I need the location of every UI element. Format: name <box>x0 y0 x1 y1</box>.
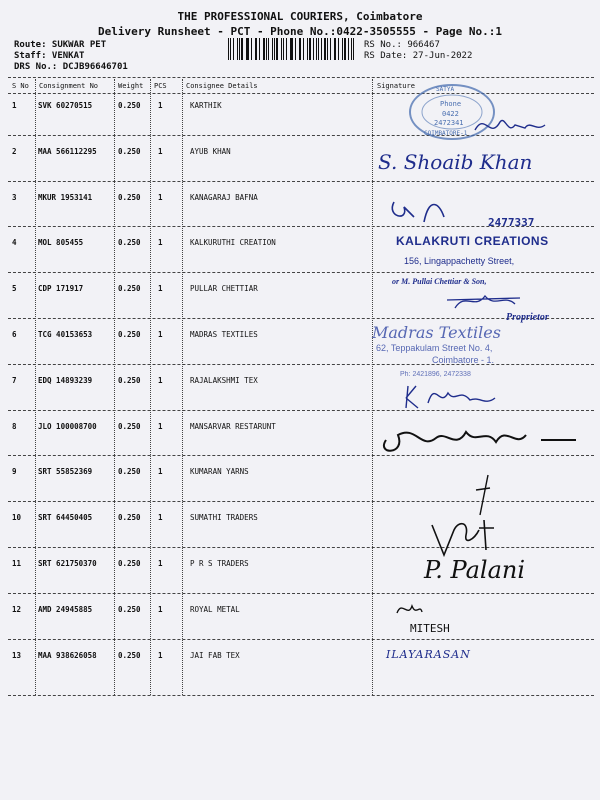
row-consignee: KARTHIK <box>190 101 222 110</box>
barcode-bar <box>313 38 314 60</box>
row-separator <box>8 547 594 548</box>
barcode-bar <box>321 38 322 60</box>
row-sno: 1 <box>12 101 17 110</box>
barcode-bar <box>324 38 326 60</box>
round-stamp-num2: 2472341 <box>434 119 464 127</box>
row-pcs: 1 <box>158 421 163 431</box>
row-weight: 0.250 <box>118 467 141 477</box>
row-separator <box>8 272 594 273</box>
round-stamp-num1: 0422 <box>442 110 459 118</box>
col-divider <box>35 79 36 695</box>
row-sno: 7 <box>12 375 17 385</box>
rs-number: RS No.: 966467 <box>364 40 440 50</box>
row-weight: 0.250 <box>118 604 141 614</box>
row-pcs: 1 <box>158 467 163 477</box>
barcode-bar <box>327 38 328 60</box>
stamp-kalakruti-address: 156, Lingappachetty Street, <box>404 256 515 266</box>
signature-mitesh: MITESH <box>410 622 450 635</box>
barcode-bar <box>290 38 291 60</box>
row-consignment-no: SVK 60270515 <box>38 101 93 110</box>
barcode-bar <box>228 38 229 60</box>
row-sno: 9 <box>12 467 17 477</box>
col-header-weight: Weight <box>118 82 144 90</box>
row-pcs: 1 <box>158 559 163 568</box>
barcode-bar <box>334 38 335 60</box>
barcode-bar <box>268 38 269 60</box>
row-consignee: ROYAL METAL <box>190 604 240 614</box>
col-header-pcs: PCS <box>154 82 167 90</box>
document-title: THE PROFESSIONAL COURIERS, Coimbatore <box>177 10 423 23</box>
row-pcs: 1 <box>158 146 163 156</box>
barcode-bar <box>276 38 278 60</box>
document-subtitle: Delivery Runsheet - PCT - Phone No.:0422-3505555 - Page No.:1 <box>98 25 502 38</box>
barcode-bar <box>263 38 265 60</box>
barcode-bar <box>338 38 339 60</box>
barcode-bar <box>286 38 287 60</box>
barcode-bar <box>266 38 267 60</box>
row-consignment-no: MOL 805455 <box>38 238 84 248</box>
barcode-bar <box>330 38 331 60</box>
row-pcs: 1 <box>158 650 163 660</box>
col-divider <box>150 79 151 695</box>
staff-label: Staff: VENKAT <box>14 51 85 61</box>
round-stamp-mid: Phone <box>440 100 462 108</box>
barcode-bar <box>307 38 308 60</box>
stamp-madras-address2: Coimbatore - 1. <box>432 355 495 365</box>
row-weight: 0.250 <box>118 146 141 156</box>
row-weight: 0.250 <box>118 421 141 431</box>
signature-shoaib: S. Shoaib Khan <box>378 150 533 174</box>
stamp-kalakruti: KALAKRUTI CREATIONS <box>396 234 549 248</box>
row-separator <box>8 593 594 594</box>
row-consignment-no: CDP 171917 <box>38 284 84 294</box>
barcode-bar <box>239 38 240 60</box>
row-sno: 2 <box>12 146 17 156</box>
barcode-bar <box>246 38 247 60</box>
barcode-bar <box>255 38 256 60</box>
row-consignment-no: MAA 566112295 <box>38 146 97 156</box>
row-pcs: 1 <box>158 604 163 614</box>
signature-sumathi-icon <box>424 510 504 560</box>
row-consignment-no: TCG 40153653 <box>38 330 93 339</box>
barcode <box>228 38 356 60</box>
barcode-bar <box>247 38 249 60</box>
col-header-consignee: Consignee Details <box>186 82 258 90</box>
barcode-bar <box>351 38 352 60</box>
barcode-bar <box>295 38 296 60</box>
row-consignee: MANSARVAR RESTARUNT <box>190 421 276 431</box>
row-consignment-no: EDQ 14893239 <box>38 375 93 385</box>
col-divider <box>182 79 183 695</box>
kanagaraj-phone: 2477337 <box>488 216 535 229</box>
barcode-bar <box>274 38 275 60</box>
col-header-consignment: Consignment No <box>39 82 99 90</box>
row-sno: 10 <box>12 513 22 523</box>
barcode-bar <box>309 38 311 60</box>
signature-palani: P. Palani <box>424 556 526 584</box>
drs-label: DRS No.: DCJB96646701 <box>14 62 128 72</box>
barcode-bar <box>251 38 252 60</box>
barcode-bar <box>342 38 343 60</box>
signature-ilayarasan: ILAYARASAN <box>386 648 471 661</box>
row-weight: 0.250 <box>118 284 141 294</box>
row-consignee: JAI FAB TEX <box>190 650 240 660</box>
row-consignment-no: JLO 100008700 <box>38 421 97 431</box>
barcode-bar <box>241 38 242 60</box>
row-consignee: KALKURUTHI CREATION <box>190 238 276 248</box>
barcode-bar <box>259 38 260 60</box>
row-consignee: AYUB KHAN <box>190 146 231 156</box>
signature-mansarvar-icon <box>376 420 586 460</box>
row-weight: 0.250 <box>118 650 141 660</box>
barcode-bar <box>335 38 336 60</box>
row-weight: 0.250 <box>118 192 141 202</box>
barcode-bar <box>233 38 235 60</box>
row-sno: 8 <box>12 421 17 431</box>
row-sno: 13 <box>12 650 22 660</box>
row-separator <box>8 181 594 182</box>
row-consignment-no: MAA 938626058 <box>38 650 97 660</box>
row-sno: 11 <box>12 559 22 568</box>
col-divider <box>114 79 115 695</box>
signature-royal-icon <box>394 598 424 620</box>
barcode-bar <box>353 38 354 60</box>
row-pcs: 1 <box>158 238 163 248</box>
row-sno: 6 <box>12 330 17 339</box>
barcode-bar <box>299 38 300 60</box>
barcode-bar <box>344 38 346 60</box>
row-consignee: P R S TRADERS <box>190 559 249 568</box>
row-weight: 0.250 <box>118 101 141 110</box>
row-consignee: KANAGARAJ BAFNA <box>190 192 258 202</box>
barcode-bar <box>283 38 284 60</box>
row-pcs: 1 <box>158 101 163 110</box>
signature-karthik-icon <box>470 110 550 140</box>
header-rule-top <box>8 77 594 78</box>
row-consignment-no: SRT 621750370 <box>38 559 97 568</box>
signature-kanagaraj-icon <box>384 192 464 232</box>
stamp-proprietor: Proprietor <box>506 312 549 323</box>
row-consignment-no: SRT 55852369 <box>38 467 93 477</box>
row-consignment-no: MKUR 1953141 <box>38 192 93 202</box>
round-stamp-bottom: COIMBATORE-1 <box>424 130 468 137</box>
row-separator <box>8 501 594 502</box>
row-pcs: 1 <box>158 192 163 202</box>
row-separator <box>8 639 594 640</box>
row-pcs: 1 <box>158 513 163 523</box>
barcode-bar <box>348 38 349 60</box>
row-sno: 5 <box>12 284 17 294</box>
rs-date: RS Date: 27-Jun-2022 <box>364 51 473 61</box>
row-consignee: RAJALAKSHMI TEX <box>190 375 258 385</box>
row-sno: 12 <box>12 604 22 614</box>
barcode-bar <box>272 38 273 60</box>
round-stamp-top: SATYA <box>436 86 455 93</box>
stamp-pullai: or M. Pullai Chettiar & Son, <box>392 277 487 286</box>
row-weight: 0.250 <box>118 559 141 568</box>
row-weight: 0.250 <box>118 330 141 339</box>
barcode-bar <box>237 38 238 60</box>
row-sno: 4 <box>12 238 17 248</box>
barcode-bar <box>230 38 231 60</box>
row-pcs: 1 <box>158 375 163 385</box>
row-consignee: SUMATHI TRADERS <box>190 513 258 523</box>
row-pcs: 1 <box>158 330 163 339</box>
stamp-madras-phone: Ph: 2421896, 2472338 <box>400 371 471 378</box>
row-separator <box>8 364 594 365</box>
row-weight: 0.250 <box>118 513 141 523</box>
row-consignee: MADRAS TEXTILES <box>190 330 258 339</box>
row-consignee: KUMARAN YARNS <box>190 467 249 477</box>
barcode-bar <box>256 38 257 60</box>
footer-rule <box>8 695 594 696</box>
barcode-bar <box>281 38 282 60</box>
col-divider <box>372 79 373 695</box>
row-consignment-no: AMD 24945885 <box>38 604 93 614</box>
header-rule-bottom <box>8 93 594 94</box>
barcode-bar <box>316 38 317 60</box>
barcode-bar <box>318 38 319 60</box>
signature-pullai-icon <box>445 290 525 312</box>
col-header-sno: S No <box>12 82 29 90</box>
barcode-bar <box>291 38 293 60</box>
col-header-signature: Signature <box>377 82 415 90</box>
signature-rajalakshmi-icon <box>400 378 520 418</box>
row-consignee: PULLAR CHETTIAR <box>190 284 258 294</box>
row-consignment-no: SRT 64450405 <box>38 513 93 523</box>
stamp-madras-address1: 62, Teppakulam Street No. 4, <box>376 343 493 353</box>
row-sno: 3 <box>12 192 17 202</box>
row-pcs: 1 <box>158 284 163 294</box>
row-weight: 0.250 <box>118 375 141 385</box>
barcode-bar <box>303 38 304 60</box>
route-label: Route: SUKWAR PET <box>14 40 107 50</box>
stamp-madras: Madras Textiles <box>372 323 501 342</box>
barcode-bar <box>300 38 301 60</box>
row-weight: 0.250 <box>118 238 141 248</box>
